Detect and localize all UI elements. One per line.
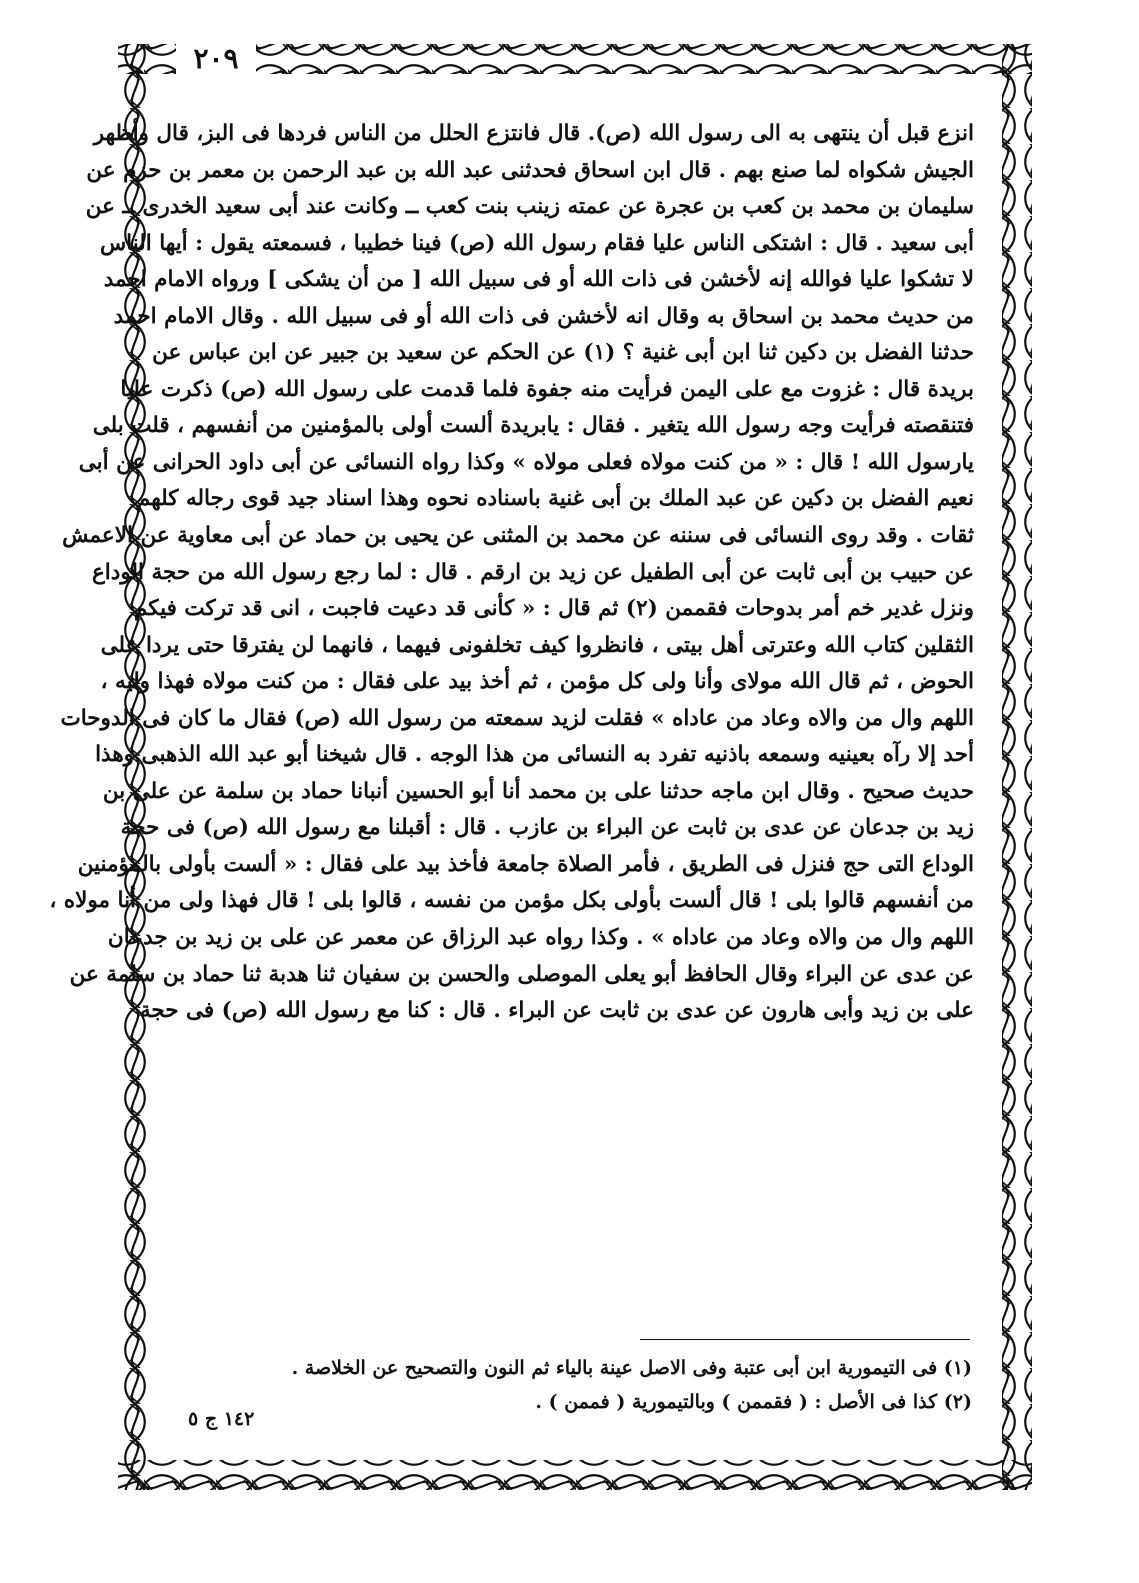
text-line: يارسول الله ! قال : « من كنت مولاه فعلى مولاه » وكذا رواه النسائى عن أبى داود الحرانى عن أبى (78, 449, 974, 475)
page-number: ٢٠٩ (176, 38, 256, 80)
text-line: الحوض ، ثم قال الله مولاى وأنا ولى كل مؤمن ، ثم أخذ بيد على فقال : من كنت مولاه فهذا وليه ، (100, 669, 974, 695)
border-right (1002, 44, 1032, 1490)
text-line: اللهم وال من والاه وعاد من عاداه » . وكذا رواه عبد الرزاق عن معمر عن على بن زيد بن جدعان (107, 925, 974, 951)
border-bottom (118, 1460, 1032, 1490)
text-line: زيد بن جدعان عن عدى بن ثابت عن البراء بن عازب . قال : أقبلنا مع رسول الله (ص) فى حجة (120, 815, 974, 841)
printer-signature: ١٤٢ ج ٥ (188, 1408, 255, 1430)
text-line: من أنفسهم قالوا بلى ! قال ألست بأولى بكل مؤمن من نفسه ، قالوا بلى ! قال فهذا ولى من أنا مولاه ، (49, 888, 974, 914)
text-line: سليمان بن محمد بن كعب بن عجرة عن عمته زينب بنت كعب ــ وكانت عند أبى سعيد الخدرى ــ عن (85, 194, 974, 220)
text-line: حديث صحيح . وقال ابن ماجه حدثنا على بن محمد أنا أبو الحسين أنبانا حماد بن سلمة عن على بن (102, 778, 974, 804)
text-line: حدثنا الفضل بن دكين ثنا ابن أبى غنية ؟ (١) عن الحكم عن سعيد بن جبير عن ابن عباس عن (152, 340, 974, 366)
text-line: أحد إلا رآه بعينيه وسمعه باذنيه تفرد به النسائى من هذا الوجه . قال شيخنا أبو عبد الله الذهبى وهذا (95, 742, 974, 768)
text-line: الجيش شكواه لما صنع بهم . قال ابن اسحاق فحدثنى عبد الله بن عبد الرحمن بن معمر بن حزم عن (86, 157, 974, 183)
text-line: ثقات . وقد روى النسائى فى سننه عن محمد بن المثنى عن يحيى بن حماد عن أبى معاوية عن الاعمش (62, 523, 974, 549)
text-line: عن عدى عن البراء وقال الحافظ أبو يعلى الموصلى والحسن بن سفيان ثنا هدبة ثنا حماد بن سلمة عن (69, 961, 974, 987)
footnotes (250, 1351, 972, 1419)
text-line: بريدة قال : غزوت مع على اليمن فرأيت منه جفوة فلما قدمت على رسول الله (ص) ذكرت عليا (120, 376, 974, 402)
body-text (49, 116, 974, 1030)
text-line: اللهم وال من والاه وعاد من عاداه » فقلت لزيد سمعته من رسول الله (ص) فقال ما كان فى الدوحات (60, 705, 974, 731)
text-line: ونزل غدير خم أمر بدوحات فقممن (٢) ثم قال : « كأنى قد دعيت فاجبت ، انى قد تركت فيكم (133, 596, 974, 622)
text-line: على بن زيد وأبى هارون عن عدى بن ثابت عن البراء . قال : كنا مع رسول الله (ص) فى حجة (139, 998, 974, 1024)
text-line: عن حبيب بن أبى ثابت عن أبى الطفيل عن زيد بن ارقم . قال : لما رجع رسول الله من حجة الوداع (91, 559, 974, 585)
footnote-divider (640, 1339, 970, 1340)
text-line: الثقلين كتاب الله وعترتى أهل بيتى ، فانظروا كيف تخلفونى فيهما ، فانهما لن يفترقا حتى يردا على (100, 632, 974, 658)
footnote-1: (١) فى التيمورية ابن أبى عتبة وفى الاصل عينة بالياء ثم النون والتصحيح عن الخلاصة . (291, 1357, 972, 1379)
text-line: لا تشكوا عليا فوالله إنه لأخشن فى ذات الله أو فى سبيل الله [ من أن يشكى ] ورواه الامام احمد (103, 267, 974, 293)
text-line: انزع قبل أن ينتهى به الى رسول الله (ص). قال فانتزع الحلل من الناس فردها فى البز، قال وأظهر (93, 121, 974, 146)
text-line: فتنقصته فرأيت وجه رسول الله يتغير . فقال : يابريدة ألست أولى بالمؤمنين من أنفسهم ، قلت بلى (92, 413, 974, 439)
text-line: نعيم الفضل بن دكين عن عبد الملك بن أبى غنية باسناده نحوه وهذا اسناد جيد قوى رجاله كلهم (136, 486, 974, 512)
text-line: الوداع التى حج فنزل فى الطريق ، فأمر الصلاة جامعة فأخذ بيد على فقال : « ألست بأولى بالمؤمنين (77, 851, 974, 877)
footnote-2: (٢) كذا فى الأصل : ( فقممن ) وبالتيمورية ( فممن ) . (535, 1391, 972, 1413)
text-line: أبى سعيد . قال : اشتكى الناس عليا فقام رسول الله (ص) فينا خطيبا ، فسمعته يقول : أيها الناس (99, 230, 974, 256)
text-line: من حديث محمد بن اسحاق به وقال انه لأخشن فى ذات الله أو فى سبيل الله . وقال الامام احمد (113, 303, 974, 329)
